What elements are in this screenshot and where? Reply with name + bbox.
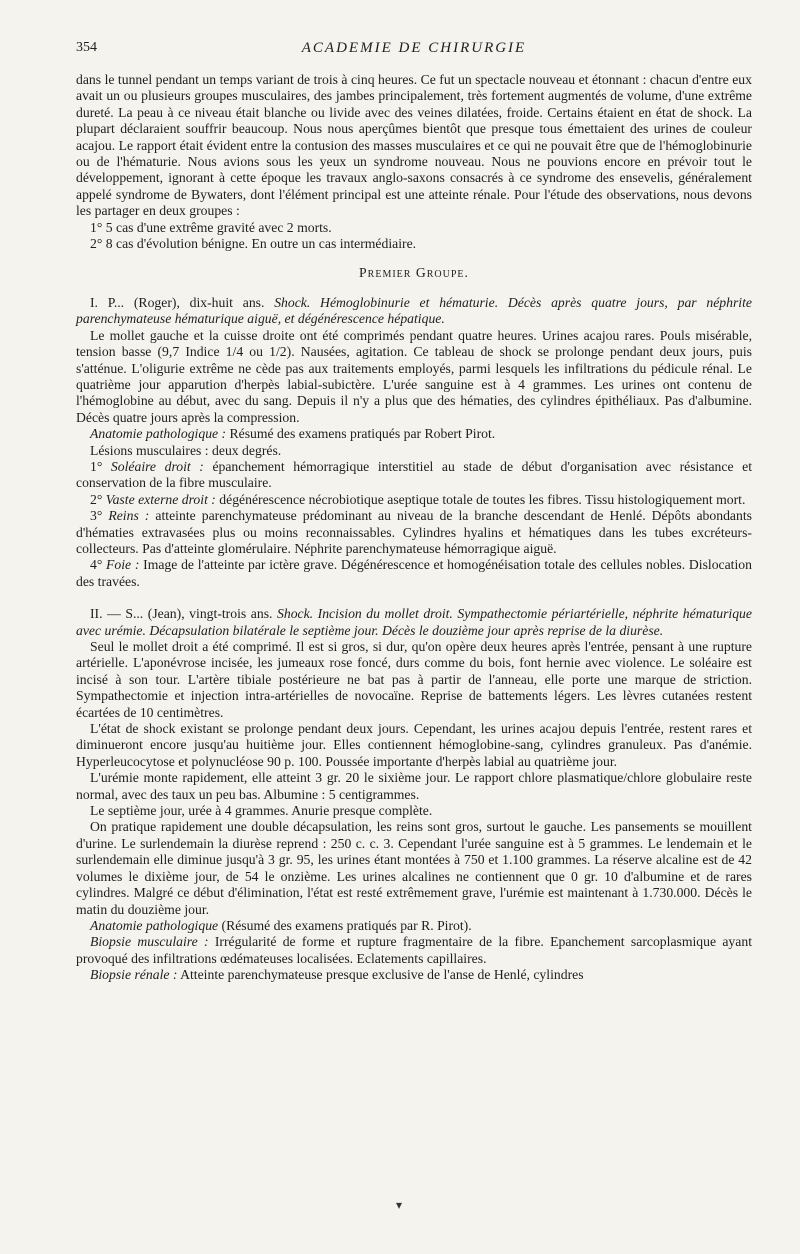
case-separator [76,590,752,606]
case-1-lesion-4: 4° Foie : Image de l'atteinte par ictère grave. Dégénérescence et homogénéisation totale des cellules nobles. Dislocation des travées. [76,557,752,589]
case-1-lesions: Lésions musculaires : deux degrés. [90,442,282,458]
case-1-lesion-1-text: épanchement hémorragique interstitiel au stade de début d'organisation avec résistance et conservation de la fibre musculaire. [76,458,752,491]
group-list-item-1: 1° 5 cas d'une extrême gravité avec 2 morts. [90,219,332,235]
case-2-paragraph-5: On pratique rapidement une double décapsulation, les reins sont gros, surtout le gauche. Les pansements se mouillent d'urine. Le surlendemain la diurèse reprend : 250 c. c. 3. Cependant l'urée sanguine est à 5 grammes. Le lendemain et le surlendemain elle diminue jusqu'à 3 gr. 95, les urines étant montées à 750 et 1.100 grammes. La réserve alcaline est de 42 volumes le dixième jour, de 54 le onzième. Les urines alcalines ne contiennent que 0 gr. 10 d'albumine et de rares cylindres. Malgré ce début d'élimination, l'état est resté extrêmement grave, l'urémie est maintenant à 1.730.000. Décès le matin du douzième jour. [76,819,752,917]
case-2-muscle-biopsy-label: Biopsie musculaire : [90,934,209,950]
case-1-lesion-2-label: Vaste externe droit : [105,491,216,507]
footer-mark: ▾ [396,1198,403,1212]
page-body [76,72,752,984]
case-2-pathology-label: Anatomie pathologique [90,917,219,933]
case-2-paragraph-2: L'état de shock existant se prolonge pendant deux jours. Cependant, les urines acajou depuis l'entrée, restent rares et diminueront encore jusqu'au huitième jour. Elles contiennent hémoglobine-sang, cylindres granuleux. Pas d'anémie. Hyperleucocytose et polynucléose 90 p. 100. Poussée importante d'herpès labial au quatrième jour. [76,721,752,769]
case-1-lesion-1-label: Soléaire droit : [110,458,204,474]
case-1-lesion-4-text: Image de l'atteinte par ictère grave. Dégénérescence et homogénéisation totale des cellules nobles. Dislocation des travées. [76,557,752,589]
case-2-muscle-biopsy [76,934,752,967]
running-head: ACADEMIE DE CHIRURGIE [301,40,527,56]
case-1-heading-plain: I. P... (Roger), dix-huit ans. [90,294,275,310]
case-2-renal-biopsy-text: Atteinte parenchymateuse presque exclusive de l'anse de Henlé, cylindres [177,967,584,983]
section-title: Premier Groupe. [359,265,469,281]
case-2-heading-italic: Shock. Incision du mollet droit. Sympathectomie périartérielle, néphrite hématurique avec urémie. Décapsulation bilatérale le septième jour. Décès le douzième jour après reprise de la diurèse. [76,606,752,638]
case-1-lesion-3-text: atteinte parenchymateuse prédominant au niveau de la branche descendant de Henlé. Dépôts abondants d'hématies extravasées plus ou moins reconnaissables. Cylindres hyalins et hématiques dans les tubes excréteurs-collecteurs. Pas d'atteinte glomérulaire. Néphrite parenchymateuse hémorragique aiguë. [76,508,752,556]
case-2-paragraph-1: Seul le mollet droit a été comprimé. Il est si gros, si dur, qu'on opère deux heures après l'entrée, pensant à une rupture artérielle. L'aponévrose incisée, les jumeaux rose foncé, durs comme du bois, font hernie avec violence. Le soléaire est incisé à son tour. L'artère tibiale postérieure ne bat pas à partir de l'anneau, elle porte une marque de striction. Sympathectomie et injection intra-artérielles de novocaïne. Reprise de battements légers. Les lèvres cutanées restent écartées de 10 centimètres. [76,639,752,720]
case-2-pathology-text: (Résumé des examens pratiqués par R. Pirot). [218,917,472,933]
case-1-pathology [76,426,752,442]
case-1-lesion-4-label: Foie : [106,557,140,573]
case-1-lesion-3: 3° Reins : atteinte parenchymateuse prédominant au niveau de la branche descendant de Henlé. Dépôts abondants d'hématies extravasées plus ou moins reconnaissables. Cylindres hyalins et hématiques dans les tubes excréteurs-collecteurs. Pas d'atteinte glomérulaire. Néphrite parenchymateuse hémorragique aiguë. [76,508,752,556]
case-1-pathology-text: Résumé des examens pratiqués par Robert Pirot. [226,426,496,442]
case-1-lesion-3-label: Reins : [108,508,150,524]
case-1-lesion-2-text: dégénérescence nécrobiotique aseptique totale de toutes les fibres. Tissu histologiquement mort. [215,491,746,507]
case-1-pathology-label: Anatomie pathologique : [90,426,227,442]
case-1-lesion-1: 1° Soléaire droit : épanchement hémorragique interstitiel au stade de début d'organisation avec résistance et conservation de la fibre musculaire. [76,458,752,491]
case-2-paragraph-3: L'urémie monte rapidement, elle atteint 3 gr. 20 le sixième jour. Le rapport chlore plasmatique/chlore globulaire reste normal, avec des taux un peu bas. Albumine : 5 centigrammes. [76,770,752,802]
case-2-renal-biopsy-label: Biopsie rénale : [90,967,178,983]
case-1-clinical-paragraph: Le mollet gauche et la cuisse droite ont été comprimés pendant quatre heures. Urines acajou rares. Pouls misérable, tension basse (9,7 Indice 1/4 ou 1/2). Nausées, agitation. Ce tableau de shock se prolonge pendant deux jours, puis s'atténue. L'oligurie extrême ne cède pas aux traitements employés, parmi lesquels les infiltrations du pédicule rénal. Le quatrième jour apparution d'herpès labial-subictère. L'urée sanguine est à 4 grammes. Les urines ont contenu de l'hémoglobine au début, avec du sang. Depuis il n'y a plus que des hématies, des cylindres épithéliaux. Pas d'albumine. Décès quatre jours après la compression. [76,327,752,425]
case-1-lesion-2: 2° Vaste externe droit : dégénérescence nécrobiotique aseptique totale de toutes les fibres. Tissu histologiquement mort. [90,491,746,507]
group-list-item-2: 2° 8 cas d'évolution bénigne. En outre un cas intermédiaire. [90,236,417,252]
case-2-muscle-biopsy-text: Irrégularité de forme et rupture fragmentaire de la fibre. Epanchement sarcoplasmique ayant provoqué des infiltrations œdémateuses localisées. Eclatements capillaires. [76,934,752,966]
case-2-heading-plain: II. — S... (Jean), vingt-trois ans. [90,606,277,622]
intro-paragraph: dans le tunnel pendant un temps variant de trois à cinq heures. Ce fut un spectacle nouveau et étonnant : chacun d'entre eux avait un ou plusieurs groupes musculaires, des jambes principalement, très fortement augmentés de volume, d'une extrême dureté. La peau à ce niveau était blanche ou livide avec des veines dilatées, froide. Certains étaient en état de shock. La plupart déclaraient souffrir beaucoup. Nous nous aperçûmes bientôt que presque tous émettaient des urines de couleur acajou. Le rapport était évident entre la contusion des masses musculaires et ce qui ne pouvait être que de l'hémoglobinurie ou de l'hématurie. Nous avions sous les yeux un syndrome nouveau. Nous ne pouvions encore en prévoir tout le développement, ignorant à cette époque les travaux anglo-saxons consacrés à ce syndrome des ensevelis, généralement appelé syndrome de Bywaters, dont l'élément principal est une atteinte rénale. Pour l'étude des observations, nous devons les partager en deux groupes : [76,72,752,219]
case-2-pathology [76,918,752,934]
page-header [76,40,752,62]
case-2-paragraph-4: Le septième jour, urée à 4 grammes. Anurie presque complète. [90,803,433,819]
case-1-heading-italic: Shock. Hémoglobinurie et hématurie. Décès après quatre jours, par néphrite parenchymateuse hématurique aiguë, et dégénérescence hépatique. [76,294,752,327]
page-number: 354 [76,40,97,55]
case-2-renal-biopsy [76,967,752,983]
case-2-heading [76,606,752,639]
case-1-heading [76,295,752,328]
